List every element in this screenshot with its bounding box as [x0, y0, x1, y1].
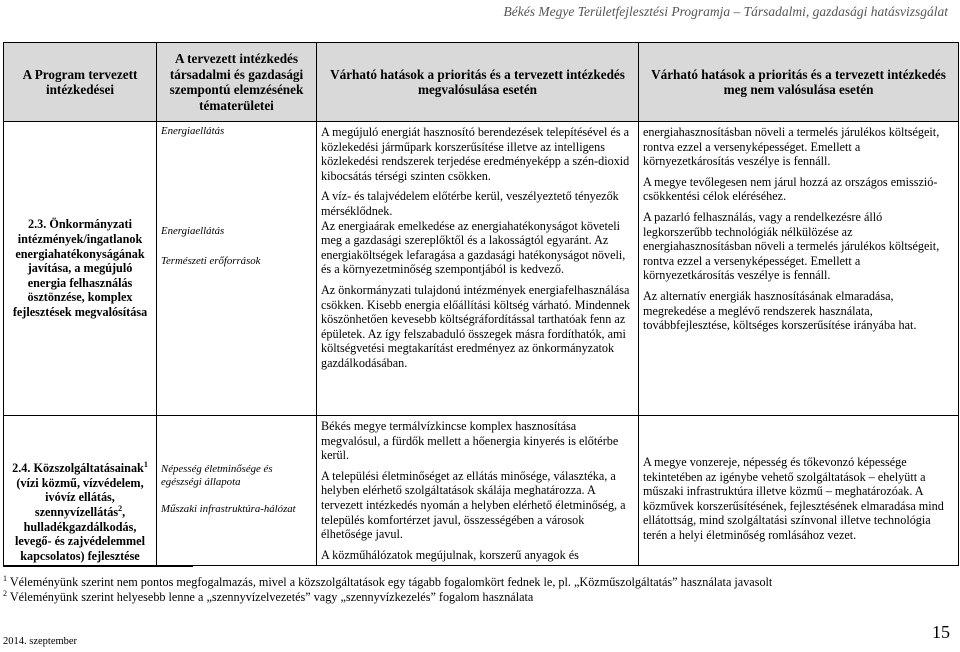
paragraph: A megye tevőlegesen nem járul hozzá az országos emisszió-csökkentési célok eléréséhez. [643, 174, 938, 204]
measure-text-b: (vízi közmű, vízvédelem, ivóvíz ellátás, szennyvízellátás [16, 475, 144, 519]
paragraph: A közműhálózatok megújulnak, korszerű anyagok és [321, 547, 579, 562]
area-item: Energiaellátás [161, 125, 225, 137]
measure-text-c: , hulladékgazdálkodás, levegő- és zajvédelemmel kapcsolatos) fejlesztése [15, 504, 145, 563]
area-item: Természeti erőforrások [161, 255, 261, 267]
paragraph: A víz- és talajvédelem előtérbe kerül, veszélyeztető tényezők mérséklődnek. [321, 189, 619, 218]
paragraph: A megújuló energiát hasznosító berendezések telepítésével és a közlekedési járműpark korszerűsítése illetve az intelligens közlekedési rendszerek terjedése eredményeképp a szén-dioxid kibocsátás térségi szinten csökken. [321, 125, 630, 183]
paragraph: Az energiaárak emelkedése az energiahatékonyságot követeli meg a gazdasági szereplőktől és a lakosságtól egyaránt. Az energiaköltségek lefaragása a gazdasági hatékonyságot növeli, és a környezetminőség szempontjából is kedvező. [321, 218, 626, 277]
area-item: Népesség életminősége és egészségi állapota [161, 463, 273, 488]
measure-text-a: 2.4. Közszolgáltatásainak [12, 461, 144, 476]
footnote-number: 2 [3, 588, 7, 598]
areas-cell [157, 122, 317, 416]
paragraph: Az alternatív energiák hasznosításának elmaradása, megrekedése a meglévő rendszerek használata, továbbfejlesztése, költséges korszerűsítése irányába hat. [643, 288, 917, 333]
footnotes [3, 575, 953, 605]
area-item: Műszaki infrastruktúra-hálózat [161, 503, 296, 515]
header-effects-realized: Várható hatások a prioritás és a tervezett intézkedés megvalósulása esetén [317, 43, 639, 122]
paragraph: Békés megye termálvízkincse komplex hasznosítása megvalósul, a fürdők mellett a hőenergia kinyerés is előtérbe kerül. [321, 419, 619, 463]
paragraph: Az önkormányzati tulajdonú intézmények energiafelhasználása csökken. Kisebb energia előállítási költség várható. Mindennek köszönhetően kevesebb költségráfordítással tarthatóak fenn az épületek. Az így felszabaduló összegek másra fordíthatók, ami költségvetési megtakarítást eredményez az önkormányzatok gazdálkodásában. [321, 282, 631, 370]
footnote-separator [3, 566, 193, 567]
table-header-row [4, 43, 959, 122]
measure-cell [4, 416, 157, 566]
footnote-ref: 2 [118, 503, 123, 513]
header-effects-not-realized: Várható hatások a prioritás és a tervezett intézkedés meg nem valósulása esetén [639, 43, 959, 122]
impact-table [3, 42, 959, 566]
footnote-number: 1 [3, 573, 7, 583]
paragraph: A pazarló felhasználás, vagy a rendelkezésre álló legkorszerűbb technológiák nélkülözése az energiahasznosításban növeli a termelés járulékos költségeit, rontva ezzel a versenyképességet. Emellett a környezetkárosítás veszélye is fennáll. [643, 209, 940, 283]
paragraph: A megye vonzereje, népesség és tőkevonzó képessége tekintetében az igénybe vehető szolgáltatások – ehelyütt a műszaki infrastruktúra illetve közmű – meghatározóak. A közművek korszerűsítésének, fejlesztésének elmaradása mind ellátottság, mind szolgáltatási színvonal illetve technológia terén a helyi életminőség romlásához vezet. [643, 455, 944, 542]
effects-not-realized-cell [639, 416, 959, 566]
footnote-text: Véleményünk szerint nem pontos megfogalmazás, mivel a közszolgáltatások egy tágabb fogalomkört fednek le, pl. „Közműszolgáltatás” használata javasolt [9, 575, 773, 589]
table-row [4, 122, 959, 416]
effects-realized-cell [317, 122, 639, 416]
effects-not-realized-cell [639, 122, 959, 416]
footer-date: 2014. szeptember [3, 636, 78, 647]
footnote [3, 575, 953, 590]
table-row [4, 416, 959, 566]
header-measures: A Program tervezett intézkedései [4, 43, 157, 122]
area-item: Energiaellátás [161, 225, 225, 237]
paragraph: energiahasznosításban növeli a termelés járulékos költségeit, rontva ezzel a versenyképességet. Emellett a környezetkárosítás veszélye is fennáll. [643, 125, 940, 169]
footnote [3, 590, 953, 605]
header-areas: A tervezett intézkedés társadalmi és gazdasági szempontú elemzésének tématerületei [157, 43, 317, 122]
areas-cell [157, 416, 317, 566]
effects-realized-cell [317, 416, 639, 566]
page-number: 15 [932, 622, 950, 642]
running-head: Békés Megye Területfejlesztési Programja – Társadalmi, gazdasági hatásvizsgálat [503, 4, 948, 19]
measure-cell: 2.3. Önkormányzati intézmények/ingatlanok energiahatékonyságának javítása, a megújuló energia felhasználás ösztönzése, komplex fejlesztések megvalósítása [4, 122, 157, 416]
footnote-ref: 1 [143, 460, 148, 470]
footnote-text: Véleményünk szerint helyesebb lenne a „szennyvízelvezetés” vagy „szennyvízkezelés” fogalom használata [9, 590, 534, 604]
paragraph: A települési életminőséget az ellátás minősége, választéka, a helyben elérhető szolgáltatások skálája meghatározza. A tervezett intézkedés nyomán a helyben elérhető életminőség, a település komfortérzet javul, összességében a városok élhetősége javul. [321, 468, 626, 542]
